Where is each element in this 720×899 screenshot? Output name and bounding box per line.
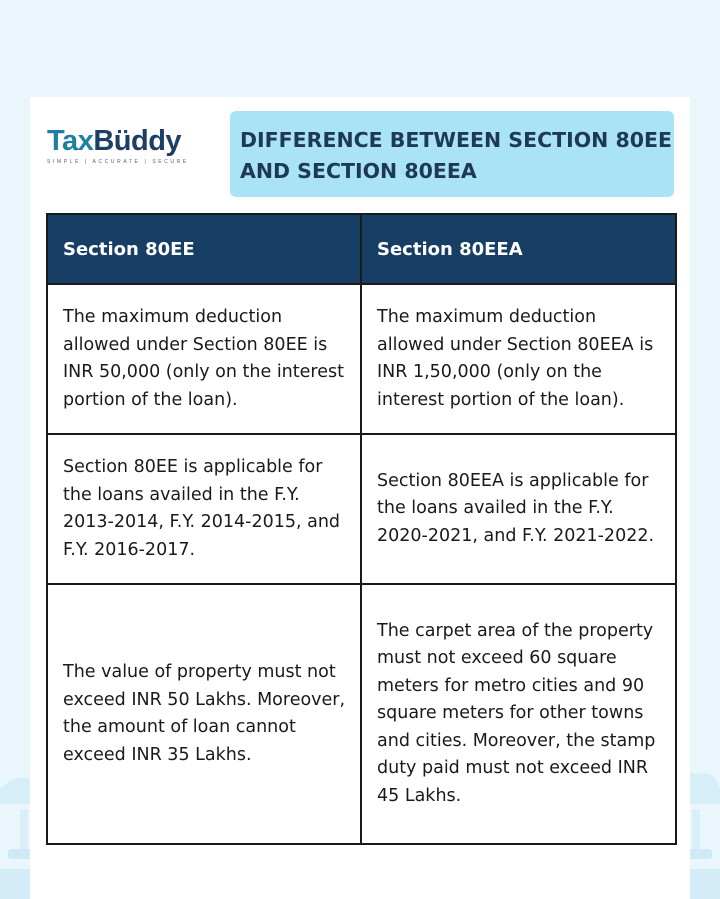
- taxbuddy-logo: [47, 126, 197, 171]
- table-row: [47, 434, 676, 584]
- logo-wordmark: [47, 126, 197, 156]
- cell-text: Section 80EEA is applicable for the loans availed in the F.Y. 2020-2021, and F.Y. 2021-2022.: [377, 470, 655, 546]
- page-title-banner: [230, 111, 674, 197]
- table-row: [47, 284, 676, 434]
- table-cell-80eea-applicability: [361, 434, 676, 584]
- cell-text: The value of property must not exceed INR 50 Lakhs. Moreover, the amount of loan cannot exceed INR 35 Lakhs.: [63, 662, 346, 765]
- table-cell-80ee-applicability: [47, 434, 361, 584]
- column-header-80ee: Section 80EE: [47, 214, 361, 284]
- cell-text: The maximum deduction allowed under Section 80EEA is INR 1,50,000 (only on the interest portion of the loan).: [377, 307, 654, 410]
- logo-name-part2: Büddy: [93, 125, 182, 157]
- logo-name-part1: Tax: [47, 125, 94, 157]
- logo-tagline: SIMPLE | ACCURATE | SECURE: [47, 159, 189, 165]
- cell-text: The maximum deduction allowed under Section 80EE is INR 50,000 (only on the interest portion of the loan).: [63, 307, 344, 410]
- cell-text: Section 80EE is applicable for the loans availed in the F.Y. 2013-2014, F.Y. 2014-2015, and F.Y. 2016-2017.: [63, 457, 341, 560]
- table-header-row: [47, 214, 676, 284]
- page-title-line-2: AND SECTION 80EEA: [240, 159, 477, 183]
- table-cell-80eea-conditions: [361, 584, 676, 844]
- table-cell-80ee-conditions: [47, 584, 361, 844]
- page-title-line-1: DIFFERENCE BETWEEN SECTION 80EE: [240, 128, 672, 152]
- table-cell-80eea-deduction: [361, 284, 676, 434]
- comparison-table: [46, 213, 677, 845]
- column-header-80eea: Section 80EEA: [361, 214, 676, 284]
- table-cell-80ee-deduction: [47, 284, 361, 434]
- table-row: [47, 584, 676, 844]
- cell-text: The carpet area of the property must not exceed 60 square meters for metro cities and 90 square meters for other towns and cities. Moreover, the stamp duty paid must not exceed INR 45 Lakhs.: [377, 620, 656, 806]
